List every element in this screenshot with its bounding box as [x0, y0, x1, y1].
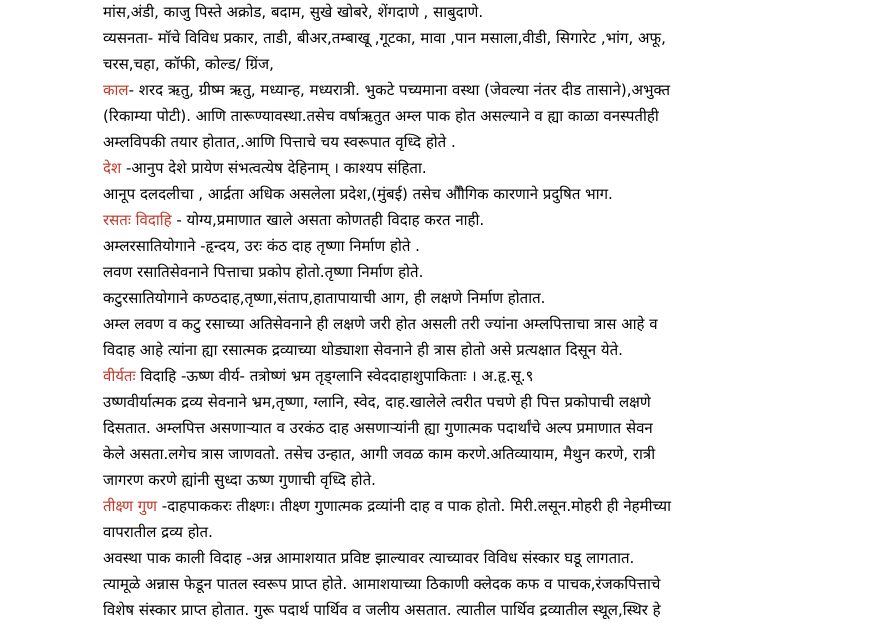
- text-line: कटुरसातियोगाने कण्ठदाह,तृष्णा,संताप,हातापायाची आग, ही लक्षणे निर्माण होतात.: [103, 289, 546, 307]
- highlighted-term: तीक्ष्ण गुण: [103, 497, 158, 515]
- text-line: त्यामूळे अन्नास फेडून पातल स्वरूप प्राप्त होते. आमाशयाच्या ठिकाणी क्लेदक कफ व पाचक,रंजकपित्ताचे: [103, 575, 661, 593]
- text-line: अवस्था पाक काली विदाह -अन्न आमाशयात प्रविष्ट झाल्यावर त्याच्यावर विविध संस्कार घडू लागतात.: [103, 549, 635, 567]
- text-line: विशेष संस्कार प्राप्त होतात. गुरू पदार्थ पार्थिव व जलीय असतात. त्यातील पार्थिव द्रव्यातील स्थूल,स्थिर हे: [103, 601, 661, 619]
- text-line: आनूप दलदलीचा , आर्द्रता अधिक असलेला प्रदेश,(मुंबई) तसेच औौगिक कारणाने प्रदुषित भाग.: [103, 185, 613, 203]
- text-line: दिसतात. अम्लपित्त असणाऱ्यात व उरकंठ दाह असणाऱ्यांनी ह्या गुणात्मक पदार्थांचे अल्प प्रमाणात सेवन: [103, 419, 653, 437]
- text-line: देश -आनुप देशे प्रायेण संभत्वत्येष देहिनाम् । काश्यप संहिता.: [103, 159, 427, 177]
- text-line: लवण रसातिसेवनाने पित्ताचा प्रकोप होतो.तृष्णा निर्माण होते.: [103, 263, 424, 281]
- text-line: व्यसनता- मॉचे विविध प्रकार, ताडी, बीअर,तम्बाखू ,गूटका, मावा ,पान मसाला,वीडी, सिगारेट ,भांग, अफू,: [103, 29, 666, 47]
- text-line: तीक्ष्ण गुण -दाहपाककरः तीक्ष्णः। तीक्ष्ण गुणात्मक द्रव्यांनी दाह व पाक होतो. मिरी.लसून.मोहरी ही नेहमीच्या: [103, 497, 672, 515]
- text-line: जागरण करणे ह्यांनी सुध्दा ऊष्ण गुणाची वृध्दि होते.: [103, 471, 376, 489]
- highlighted-term: देश: [103, 159, 122, 177]
- text-line: केले असता.लगेच त्रास जाणवतो. तसेच उन्हात, आगी जवळ काम करणे.अतिव्यायाम, मैथुन करणे, रात्री: [103, 445, 656, 463]
- text-line: अम्ल लवण व कटु रसाच्या अतिसेवनाने ही लक्षणे जरी होत असली तरी ज्यांना अम्लपित्ताचा त्रास आहे व: [103, 315, 658, 333]
- text-line: उष्णवीर्यात्मक द्रव्य सेवनाने भ्रम,तृष्णा, ग्लानि, स्वेद, दाह.खालेले त्वरीत पचणे ही पित्त प्रकोपाची लक्षणे: [103, 393, 651, 411]
- text-line: विदाह आहे त्यांना ह्या रसात्मक द्रव्याच्या थोड्याशा सेवनाने ही त्रास होतो असे प्रत्यक्षात दिसून येते.: [103, 341, 623, 359]
- text-line: वीर्यतः विदाहि -ऊष्ण वीर्य- तत्रोष्णं भ्रम तृड्ग्लानि स्वेददाहाशुपाकिताः । अ.हृ.सू.९: [103, 367, 534, 385]
- text-line: अम्लरसातियोगाने -हृन्दय, उरः कंठ दाह तृष्णा निर्माण होते .: [103, 237, 420, 255]
- text-line: अम्लविपकी तयार होतात,.आणि पित्ताचे चय स्वरूपात वृध्दि होते .: [103, 133, 456, 151]
- text-line: मांस,अंडी, काजु पिस्ते अक्रोड, बदाम, सुखे खोबरे, शेंगदाणे , साबुदाणे.: [103, 3, 484, 21]
- highlighted-term: काल: [103, 81, 129, 99]
- highlighted-term: रसतः विदाहि: [103, 211, 172, 229]
- text-line: चरस,चहा, कॉफी, कोल्ड/ ग्रिंज,: [103, 55, 274, 73]
- text-line: (रिकाम्या पोटी). आणि तारूण्यावस्था.तसेच वर्षाऋतुत अम्ल पाक होत असल्याने व ह्या काळा वनस्पतीही: [103, 107, 659, 125]
- text-line: काल- शरद ऋतु, ग्रीष्म ऋतु, मध्यान्ह, मध्यरात्री. भुकटे पच्यमाना वस्था (जेवल्या नंतर दीड तासाने),अभुक्त: [103, 81, 671, 99]
- text-line: वापरातील द्रव्य होत.: [103, 523, 213, 541]
- highlighted-term: वीर्यतः: [103, 367, 136, 385]
- text-line: रसतः विदाहि - योग्य,प्रमाणात खाले असता कोणतही विदाह करत नाही.: [103, 211, 485, 229]
